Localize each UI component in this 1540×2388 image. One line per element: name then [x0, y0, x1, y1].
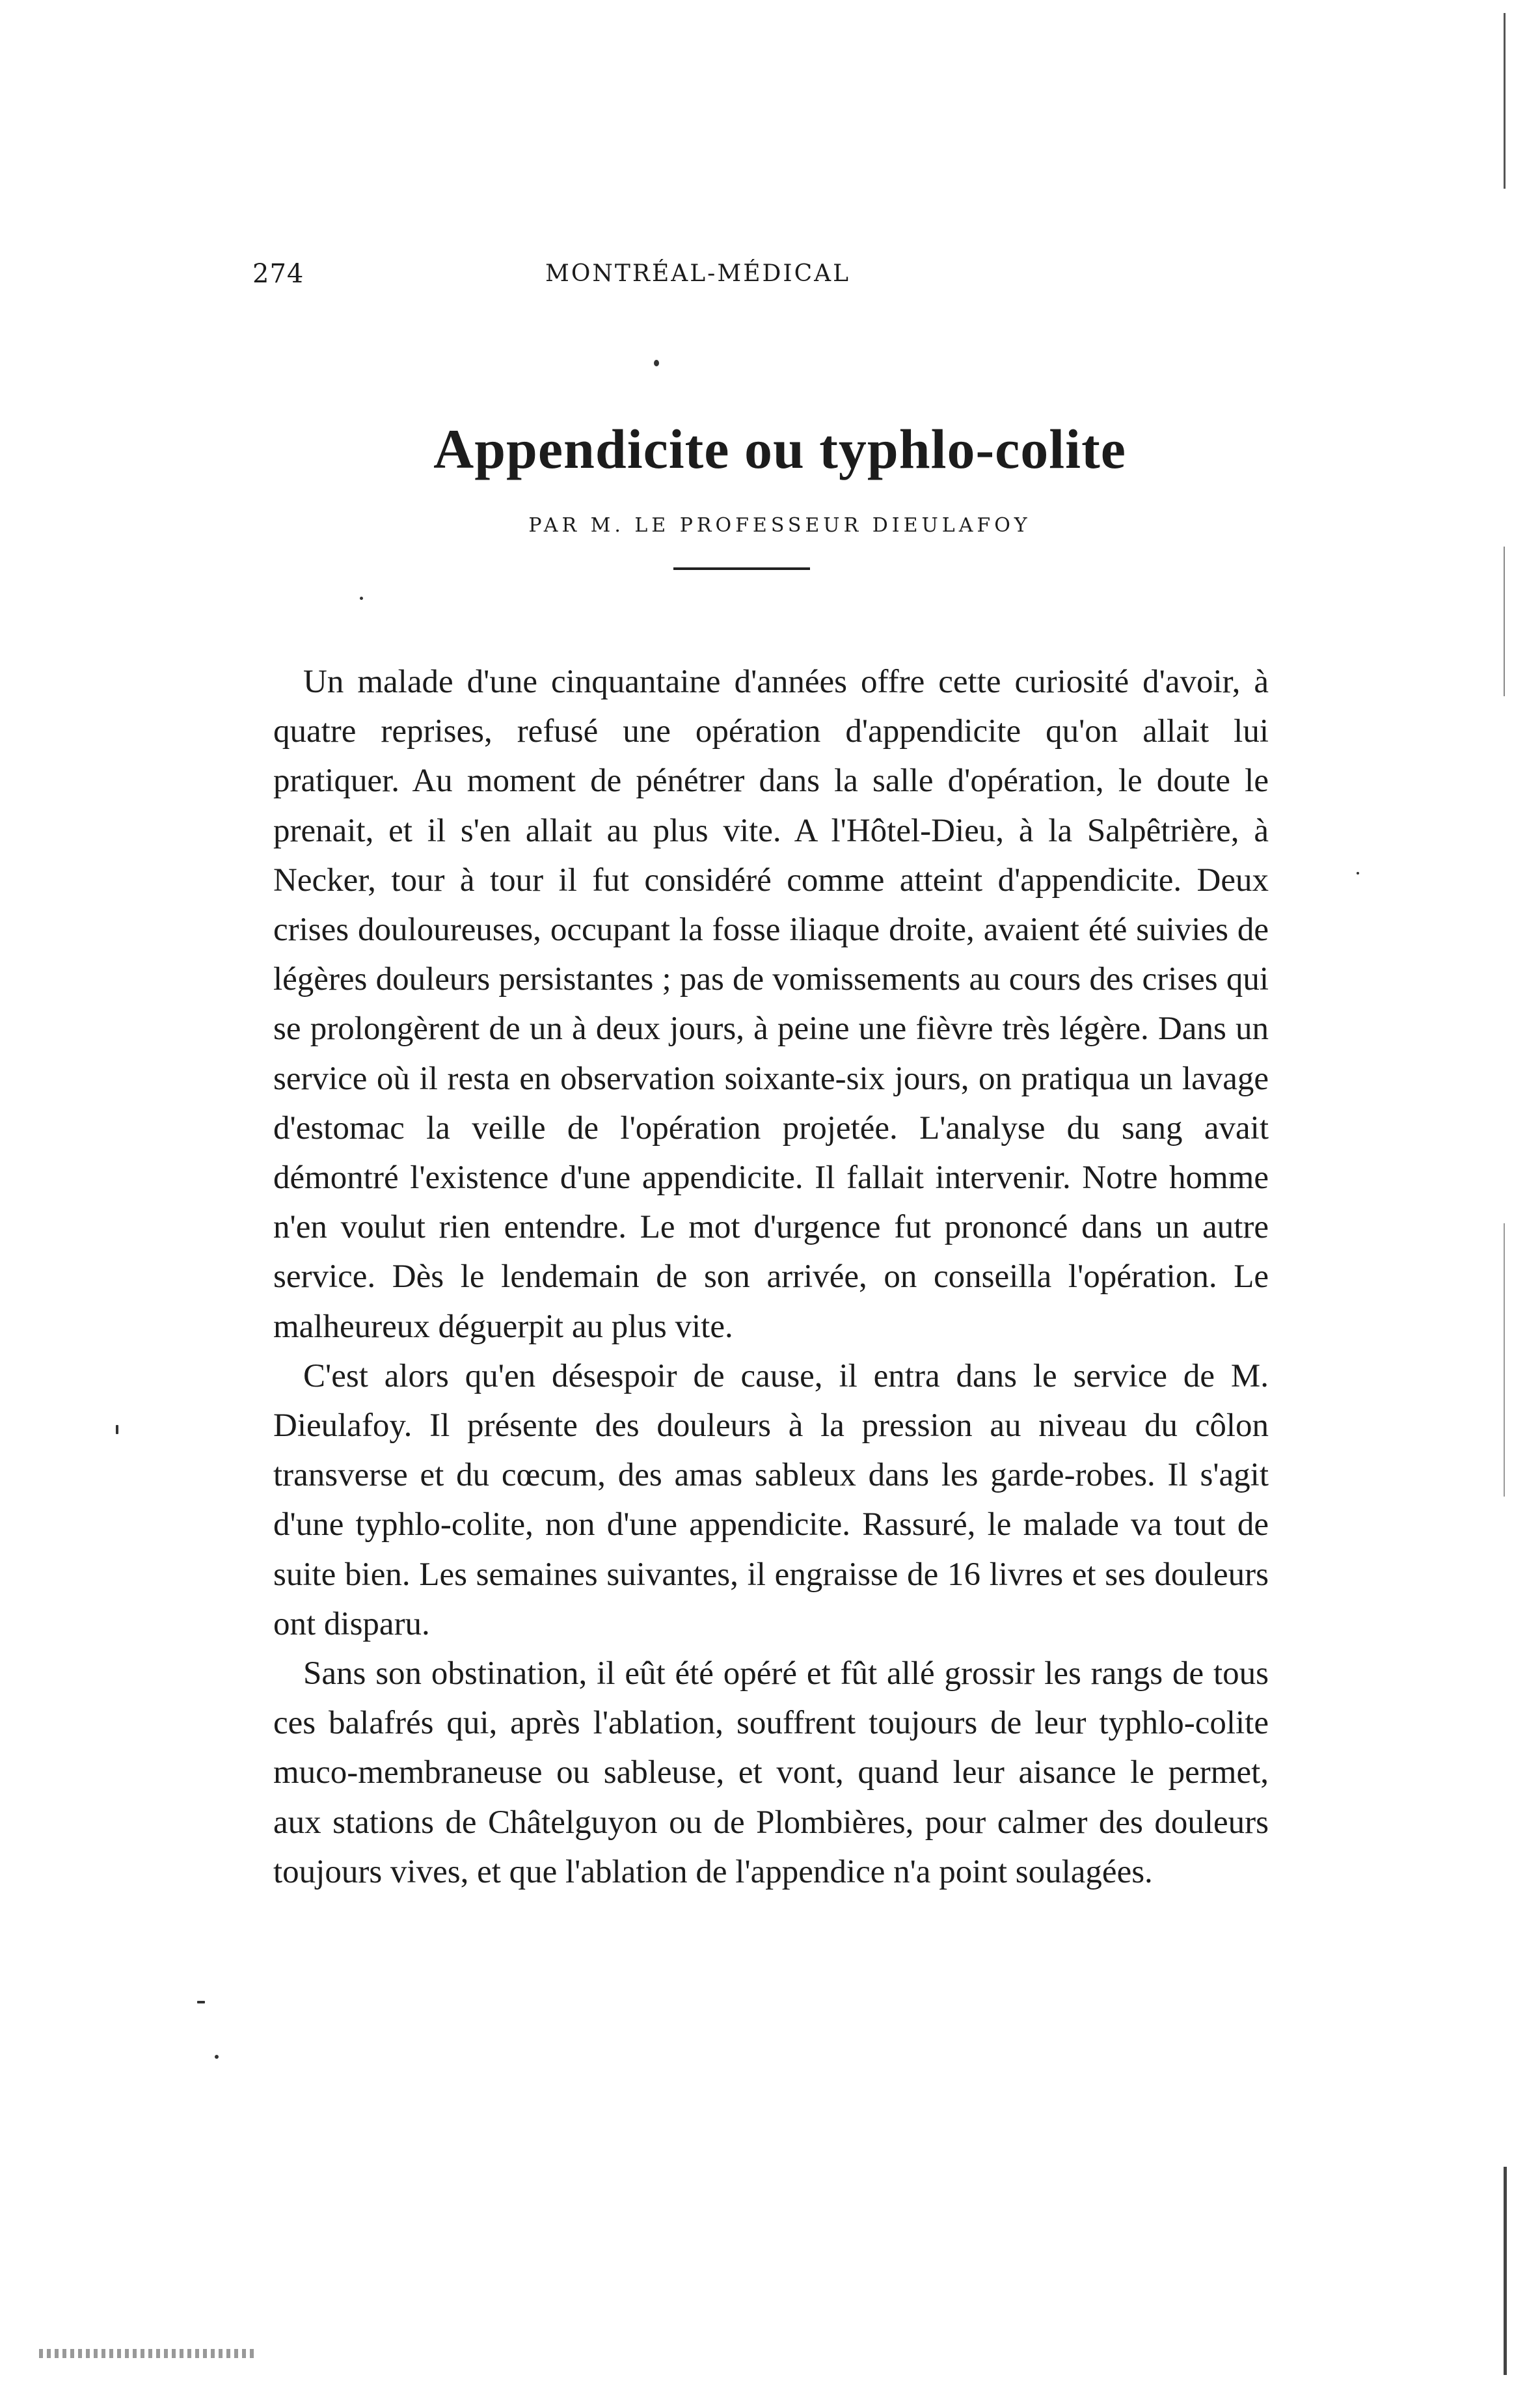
scan-speck	[197, 2001, 205, 2003]
page-number: 274	[252, 259, 304, 289]
scan-edge-artifact	[1494, 0, 1520, 2388]
article-body	[273, 657, 1269, 1897]
edge-line	[1504, 547, 1505, 696]
running-head	[252, 259, 1274, 298]
paragraph-3: Sans son obstination, il eût été opéré et fût allé grossir les rangs de tous ces balafrés qui, après l'ablation, souffrent toujours de leur typhlo-colite muco-membraneuse ou sableuse, et vont, quand leur aisance le permet, aux stations de Châtelguyon ou de Plombières, pour calmer des douleurs toujours vives, et que l'ablation de l'appendice n'a point soulagées.	[273, 1655, 1269, 1890]
scan-speck	[654, 360, 659, 366]
journal-name: MONTRÉAL-MÉDICAL	[545, 260, 851, 287]
scan-smudge	[39, 2349, 254, 2358]
edge-line	[1504, 1223, 1505, 1497]
paragraph-1: Un malade d'une cinquantaine d'années offre cette curiosité d'avoir, à quatre reprises, refusé une opération d'appendicite qu'on allait lui pratiquer. Au moment de pénétrer dans la salle d'opération, le doute le prenait, et il s'en allait au plus vite. A l'Hôtel-Dieu, à la Salpêtrière, à Necker, tour à tour il fut considéré comme atteint d'appendicite. Deux crises douloureuses, occupant la fosse iliaque droite, avaient été suivies de légères douleurs persistantes ; pas de vomissements au cours des crises qui se prolongèrent de un à deux jours, à peine une fièvre très légère. Dans un service où il resta en observation soixante-six jours, on pratiqua un lavage d'estomac la veille de l'opération projetée. L'analyse du sang avait démontré l'existence d'une appendicite. Il fallait intervenir. Notre homme n'en voulut rien entendre. Le mot d'urgence fut prononcé dans un autre service. Dès le lendemain de son arrivée, on conseilla l'opération. Le malheureux déguerpit au plus vite.	[273, 664, 1269, 1345]
article-title: Appendicite ou typhlo-colite	[433, 418, 1126, 480]
scan-speck	[1357, 872, 1359, 875]
title-rule	[673, 567, 810, 570]
scan-speck	[360, 597, 363, 600]
scan-speck	[116, 1425, 118, 1434]
edge-line	[1504, 13, 1506, 189]
scan-speck	[215, 2055, 219, 2059]
paragraph-2: C'est alors qu'en désespoir de cause, il entra dans le service de M. Dieulafoy. Il présente des douleurs à la pression au niveau du côlon transverse et du cœcum, des amas sableux dans les garde-robes. Il s'agit d'une typhlo-colite, non d'une appendicite. Rassuré, le malade va tout de suite bien. Les semaines suivantes, il engraisse de 16 livres et ses douleurs ont disparu.	[273, 1357, 1269, 1642]
edge-line	[1504, 2167, 1507, 2375]
article-byline: PAR M. LE PROFESSEUR DIEULAFOY	[528, 514, 1031, 537]
